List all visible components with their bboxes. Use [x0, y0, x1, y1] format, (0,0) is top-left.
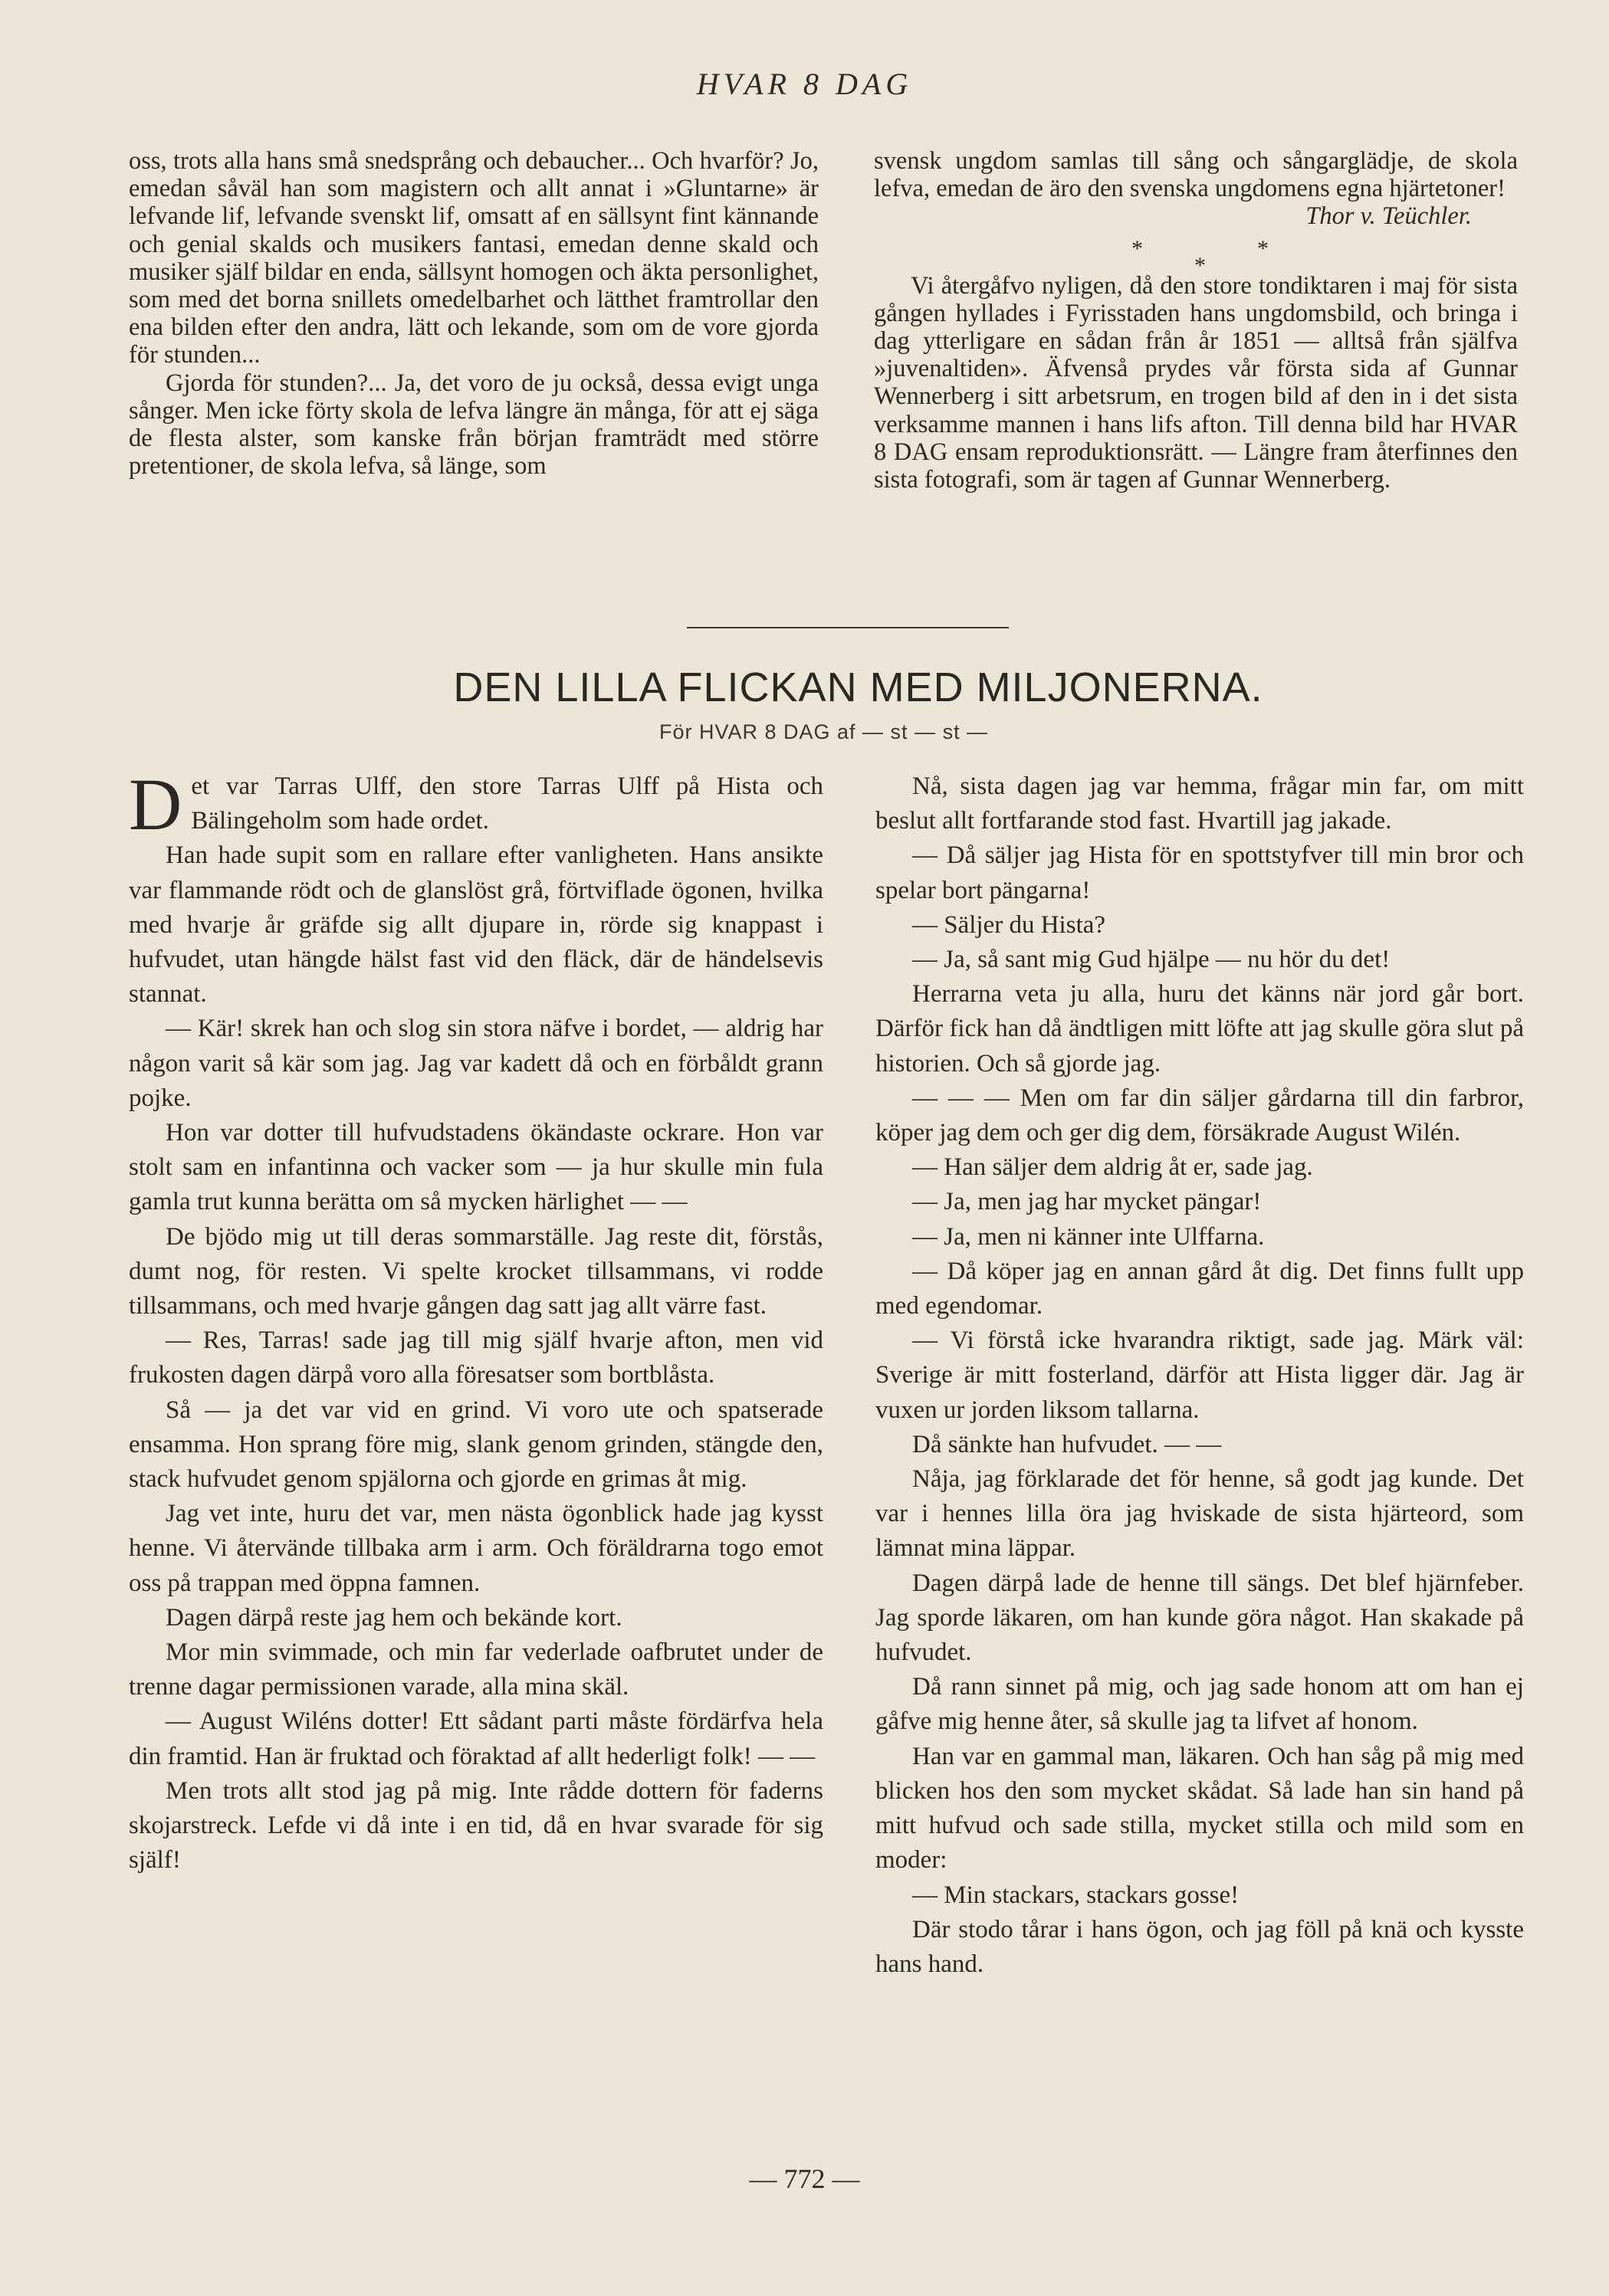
asterisk: * — [1194, 252, 1206, 278]
paragraph: — Ja, men jag har mycket pängar! — [912, 1188, 1262, 1216]
paragraph: Gjorda för stunden?... Ja, det voro de ju också, dessa evigt unga sånger. Men icke förty skola de lefva längre än många, för att ej säga de flesta alster, som kanske från början framträdt med större pretentioner, de skola lefva, så länge, som — [129, 369, 819, 481]
article-continuation-left — [129, 147, 819, 480]
author-signature: Thor v. Teüchler. — [1305, 202, 1472, 231]
paragraph: Nåja, jag förklarade det för henne, så godt jag kunde. Det var i hennes lilla öra jag hviskade de sista hjärteord, som lämnat mina läppar. — [875, 1465, 1524, 1563]
paragraph: oss, trots alla hans små snedsprång och debaucher... Och hvarför? Jo, emedan såväl han som magistern och allt annat i »Gluntarne» är lefvande lif, lefvande svenskt lif, omsatt af en sällsynt fint kännande och genial skalds och musikers fantasi, emedan denne skald och musiker själf bildar en enda, sällsynt homogen och äkta personlighet, som med det borna snillets omedelbarhet och lätthet framtrollar den ena bilden efter den andra, lätt och lekande, som om de vore gjorda för stunden... — [129, 147, 819, 369]
paragraph: — Säljer du Hista? — [912, 910, 1106, 939]
section-rule — [687, 627, 1009, 628]
paragraph: Dagen därpå lade de henne till sängs. Det blef hjärnfeber. Jag sporde läkaren, om han kunde göra något. Han skakade på hufvudet. — [875, 1569, 1524, 1667]
paragraph: Herrarna veta ju alla, huru det känns när jord går bort. Därför fick han då ändtligen mitt löfte att jag skulle göra slut på historien. Och så gjorde jag. — [875, 980, 1524, 1077]
paragraph: Vi återgåfvo nyligen, då den store tondiktaren i maj för sista gången hyllades i Fyrisstaden hans ungdomsbild, och bringa i dag ytterligare en sådan från år 1851 — alltså från själfva »juvenaltiden». Äfvenså prydes vår första sida af Gunnar Wennerberg i sitt arbetsrum, en trogen bild af den in i det sista verksamme mannen i hans lifs afton. Till denna bild har HVAR 8 DAG ensam reproduktionsrätt. — Längre fram återfinnes den sista fotografi, som är tagen af Gunnar Wennerberg. — [874, 271, 1518, 494]
paragraph: De bjödo mig ut till deras sommarställe. Jag reste dit, förstås, dumt nog, för resten. Vi spelte krocket tillsammans, vi rodde tillsammans, och med hvarje gången dag satt jag allt värre fast. — [129, 1222, 823, 1320]
paragraph: Nå, sista dagen jag var hemma, frågar min far, om mitt beslut allt fortfarande stod fast. Hvartill jag jakade. — [875, 772, 1524, 835]
paragraph: svensk ungdom samlas till sång och sångarglädje, de skola lefva, emedan de äro den svenska ungdomens egna hjärtetoner! — [874, 147, 1518, 203]
paragraph: Då sänkte han hufvudet. — — — [912, 1430, 1222, 1458]
paragraph: — Res, Tarras! sade jag till mig själf hvarje afton, men vid frukosten dagen därpå voro alla föresatser som bortblåsta. — [129, 1327, 823, 1389]
opening-text: et var Tarras Ulff, den store Tarras Ulff på Hista och Bälingeholm som hade ordet. — [191, 772, 823, 835]
paragraph: Han var en gammal man, läkaren. Och han såg på mig med blicken hos den som mycket skådat. Så lade han sin hand på mitt hufvud och sade stilla, mycket stilla och mild som en moder: — [875, 1742, 1524, 1875]
paragraph: Men trots allt stod jag på mig. Inte rådde dottern för faderns skojarstreck. Lefde vi då inte i en tid, då en hvar svarade för sig själf! — [129, 1776, 823, 1875]
paragraph: — Ja, så sant mig Gud hjälpe — nu hör du det! — [912, 946, 1391, 974]
paragraph: — — — Men om far din säljer gårdarna till din farbror, köper jag dem och ger dig dem, försäkrade August Wilén. — [875, 1084, 1524, 1147]
paragraph: — August Wiléns dotter! Ett sådant parti måste fördärfva hela din framtid. Han är fruktad och föraktad af allt hederligt folk! — — — [129, 1707, 823, 1770]
story-byline: För HVAR 8 DAG af — st — st — — [659, 720, 989, 743]
opening-paragraph — [129, 763, 823, 845]
drop-cap: D — [129, 763, 182, 845]
section-divider-asterisks — [874, 231, 1518, 278]
paragraph: Dagen därpå reste jag hem och bekände kort. — [166, 1603, 622, 1632]
asterisk: * — [1131, 235, 1143, 261]
paragraph: — Min stackars, stackars gosse! — [912, 1881, 1240, 1909]
paragraph: — Då säljer jag Hista för en spottstyfver till min bror och spelar bort pängarna! — [875, 841, 1524, 904]
story-column-right — [875, 769, 1524, 1982]
paragraph: — Ja, men ni känner inte Ulffarna. — [912, 1222, 1265, 1251]
story-column-left — [129, 763, 823, 1878]
paragraph: Hon var dotter till hufvudstadens ökändaste ockrare. Hon var stolt sam en infantinna och vacker som — ja hur skulle min fula gamla trut kunna berätta om så mycken härlighet — — — [129, 1119, 823, 1216]
page-number: — 772 — — [749, 2163, 860, 2194]
paragraph: Då rann sinnet på mig, och jag sade honom att om han ej gåfve mig henne åter, så skulle jag ta lifvet af honom. — [875, 1673, 1524, 1736]
article-continuation-right — [874, 147, 1518, 494]
asterisk: * — [1257, 235, 1269, 261]
paragraph: Där stodo tårar i hans ögon, och jag föll på knä och kysste hans hand. — [875, 1915, 1524, 1978]
paragraph: — Han säljer dem aldrig åt er, sade jag. — [912, 1153, 1313, 1182]
paragraph: Mor min svimmade, och min far vederlade oafbrutet under de trenne dagar permissionen varade, alla mina skäl. — [129, 1638, 823, 1701]
paragraph: Han hade supit som en rallare efter vanligheten. Hans ansikte var flammande rödt och de glanslöst grå, förtviflade ögonen, hvilka med hvarje år gräfde sig allt djupare in, rörde sig knappast i hufvudet, utan hängde hälst fast vid den fläck, där de händelsevis stannat. — [129, 841, 823, 1009]
running-head: HVAR 8 DAG — [696, 67, 913, 101]
paragraph: — Då köper jag en annan gård åt dig. Det finns fullt upp med egendomar. — [875, 1257, 1524, 1320]
paragraph: Jag vet inte, huru det var, men nästa ögonblick hade jag kysst henne. Vi återvände tillbaka arm i arm. Och föräldrarna togo emot oss på trappan med öppna famnen. — [129, 1500, 823, 1597]
paragraph: — Vi förstå icke hvarandra riktigt, sade jag. Märk väl: Sverige är mitt fosterland, därför att Hista ligger där. Jag är vuxen ur jorden liksom tallarna. — [875, 1327, 1524, 1424]
paragraph: — Kär! skrek han och slog sin stora näfve i bordet, — aldrig har någon varit så kär som jag. Jag var kadett då och en förbåldt grann pojke. — [129, 1015, 823, 1112]
story-title: DEN LILLA FLICKAN MED MILJONERNA. — [453, 664, 1263, 710]
paragraph: Så — ja det var vid en grind. Vi voro ute och spatserade ensamma. Hon sprang före mig, slank genom grinden, stängde den, stack hufvudet genom spjälorna och gjorde en grimas åt mig. — [129, 1396, 823, 1494]
